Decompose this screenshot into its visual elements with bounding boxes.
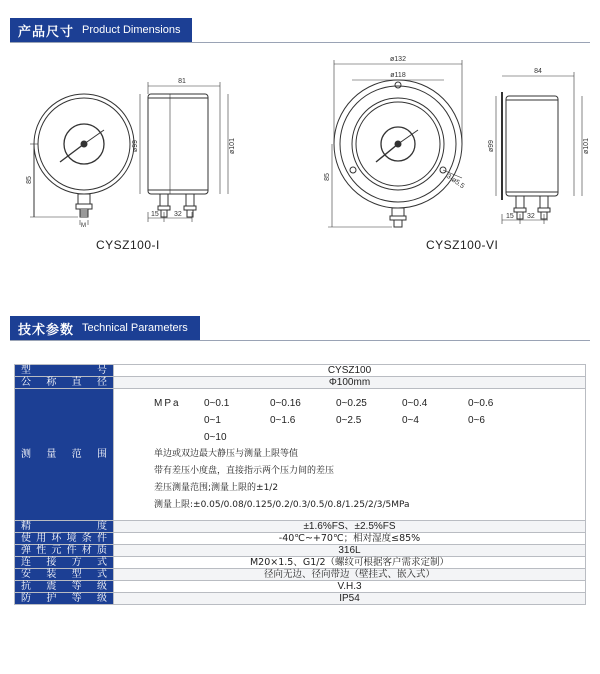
row-value: 316L <box>114 545 586 557</box>
range-value: 0~1 <box>204 415 221 426</box>
range-value: 0~0.16 <box>270 398 301 409</box>
row-label: 精度 <box>15 521 114 533</box>
dim-offset: 15 <box>151 211 159 218</box>
dim-offset: 15 <box>506 213 514 220</box>
dim-pitch: 32 <box>527 213 535 220</box>
table-row <box>15 533 586 545</box>
section-title-cn: 技术参数 <box>18 322 75 338</box>
row-value: CYSZ100 <box>114 365 586 377</box>
table-row <box>15 365 586 377</box>
dim-dia-inner: ø99 <box>488 139 495 153</box>
dim-dia-outer: ø101 <box>583 138 590 154</box>
section-title-cn: 产品尺寸 <box>18 24 75 40</box>
range-value: 0~6 <box>468 415 485 426</box>
dim-dia-outer: ø101 <box>229 138 236 154</box>
range-unit: MPa <box>154 398 181 409</box>
row-label: 抗震等级 <box>15 581 114 593</box>
section-title-en: Product Dimensions <box>82 24 181 36</box>
dim-pitch: 32 <box>174 211 182 218</box>
range-note: 带有差压小度盘，直接指示两个压力间的差压 <box>154 466 335 476</box>
row-value: 径向无边、径向带边（壁挂式、嵌入式） <box>114 569 586 581</box>
table-row <box>15 557 586 569</box>
product-dimensions-header <box>10 18 192 42</box>
range-value: 0~1.6 <box>270 415 296 426</box>
row-value: ±1.6%FS、±2.5%FS <box>114 521 586 533</box>
section-title-en: Technical Parameters <box>82 322 188 334</box>
dim-thread: M <box>81 223 86 229</box>
section-rule <box>10 340 590 341</box>
range-note: 差压测量范围;测量上限的±1/2 <box>154 483 279 493</box>
row-value: -40℃~+70℃；相对湿度≤85% <box>114 533 586 545</box>
dim-hole: 3-ø5.5 <box>444 172 466 191</box>
row-label: 型号 <box>15 365 114 377</box>
row-label: 防护等级 <box>15 593 114 605</box>
range-grid <box>154 395 585 446</box>
range-note: 单边或双边最大静压与测量上限等值 <box>154 449 299 459</box>
dim-height: 85 <box>324 173 331 181</box>
row-label: 使用环境条件 <box>15 533 114 545</box>
spec-table <box>14 364 586 605</box>
range-note: 测量上限:±0.05/0.08/0.125/0.2/0.3/0.5/0.8/1.25/2/3/5MPa <box>154 500 410 510</box>
dim-depth: 81 <box>178 78 186 85</box>
caption-cysz100-vi: CYSZ100-VI <box>426 238 499 252</box>
range-value: 0~0.6 <box>468 398 494 409</box>
drawing-cysz100-i <box>20 60 260 230</box>
table-row <box>15 569 586 581</box>
row-label: 弹性元件材质 <box>15 545 114 557</box>
row-label: 连接方式 <box>15 557 114 569</box>
table-row <box>15 593 586 605</box>
row-value: Φ100mm <box>114 377 586 389</box>
range-value: 0~0.1 <box>204 398 230 409</box>
section-rule <box>10 42 590 43</box>
caption-cysz100-i: CYSZ100-I <box>96 238 160 252</box>
range-value: 0~2.5 <box>336 415 362 426</box>
table-row <box>15 545 586 557</box>
row-label: 公称直径 <box>15 377 114 389</box>
table-row <box>15 581 586 593</box>
drawing-cysz100-vi <box>322 52 592 230</box>
technical-parameters-header <box>10 316 200 340</box>
table-row <box>15 389 586 521</box>
row-value: IP54 <box>114 593 586 605</box>
dim-dia: ø118 <box>390 72 406 79</box>
row-value: V.H.3 <box>114 581 586 593</box>
row-label: 测量范围 <box>15 389 114 521</box>
range-value: 0~10 <box>204 432 227 443</box>
dim-height: 85 <box>26 176 33 184</box>
table-row <box>15 521 586 533</box>
row-value: M20×1.5、G1/2（螺纹可根据客户需求定制） <box>114 557 586 569</box>
range-value: 0~0.25 <box>336 398 367 409</box>
range-block <box>114 389 586 521</box>
dim-dia-inner: ø99 <box>132 139 139 153</box>
dim-depth: 84 <box>534 68 542 75</box>
dim-flange: ø132 <box>390 56 406 63</box>
table-row <box>15 377 586 389</box>
range-value: 0~0.4 <box>402 398 428 409</box>
range-value: 0~4 <box>402 415 419 426</box>
row-label: 安装型式 <box>15 569 114 581</box>
